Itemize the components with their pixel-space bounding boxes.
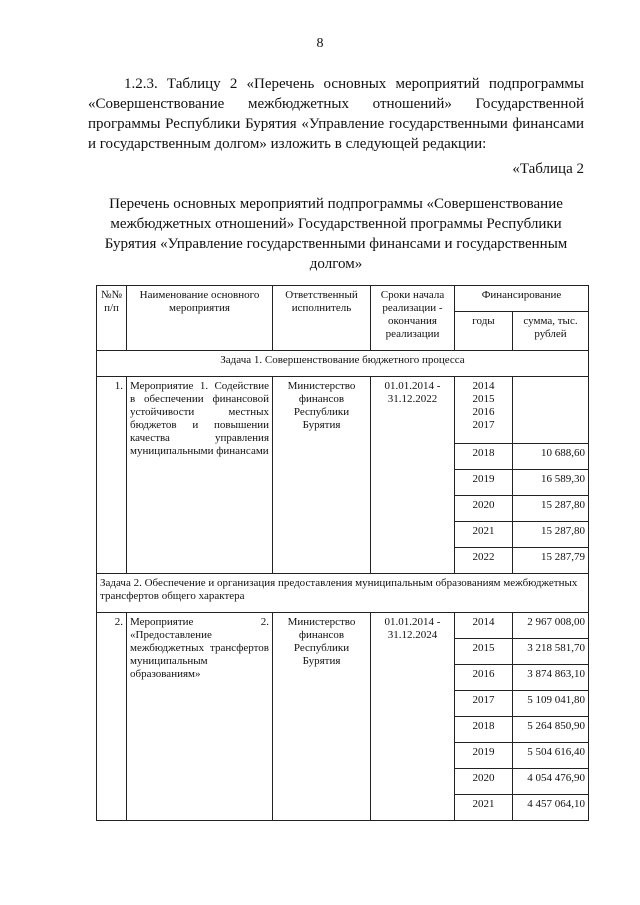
year-cell: 2018 [455,444,513,470]
sum-cell: 15 287,80 [513,496,589,522]
sum-cell: 5 109 041,80 [513,691,589,717]
sum-cell: 3 874 863,10 [513,665,589,691]
page-number: 8 [316,36,324,51]
header-years: годы [455,312,513,351]
header-num: №№ п/п [97,286,127,351]
task-1-responsible: Министерство финансов Республики Бурятия [273,377,371,574]
sum-cell: 2 967 008,00 [513,613,589,639]
year-cell: 2020 [455,496,513,522]
header-period: Сроки начала реализации - окончания реализации [371,286,455,351]
year-cell: 2016 [455,665,513,691]
sum-cell: 15 287,79 [513,548,589,574]
year-cell: 2019 [455,470,513,496]
header-financing: Финансирование [455,286,589,312]
year-cell: 2014 [455,613,513,639]
year-cell: 2020 [455,769,513,795]
sum-cell: 15 287,80 [513,522,589,548]
year-cell: 2015 [455,639,513,665]
task-2-name: Мероприятие 2. «Предоставление межбюджетных трансфертов муниципальным образованиям» [127,613,273,821]
task-1-title: Задача 1. Совершенствование бюджетного процесса [97,351,589,377]
sum-cell: 5 504 616,40 [513,743,589,769]
sum-cell: 16 589,30 [513,470,589,496]
task-2-responsible: Министерство финансов Республики Бурятия [273,613,371,821]
table-row [97,613,589,639]
task-1-sum-empty [513,377,589,444]
task-2-num: 2. [97,613,127,821]
sum-cell: 10 688,60 [513,444,589,470]
header-responsible: Ответственный исполнитель [273,286,371,351]
year-cell: 2022 [455,548,513,574]
intro-paragraph: 1.2.3. Таблицу 2 «Перечень основных мероприятий подпрограммы «Совершенствование межбюджетных отношений» Государственной программы Республики Бурятия «Управление государственными финансами и государственным долгом» изложить в следующей редакции: [88,76,584,152]
activities-table [96,285,589,821]
task-2-title: Задача 2. Обеспечение и организация предоставления муниципальным образованиям межбюджетных трансфертов общего характера [97,574,589,613]
sum-cell: 4 054 476,90 [513,769,589,795]
header-name: Наименование основного мероприятия [127,286,273,351]
year-cell: 2018 [455,717,513,743]
task-1-years-group: 2014 2015 2016 2017 [455,377,513,444]
task-row [97,574,589,613]
task-1-period: 01.01.2014 - 31.12.2022 [371,377,455,574]
table-row [97,377,589,444]
year-cell: 2019 [455,743,513,769]
task-1-name: Мероприятие 1. Содействие в обеспечении финансовой устойчивости местных бюджетов и повышении качества управления муниципальными финансами [127,377,273,574]
table-reference: «Таблица 2 [512,161,584,177]
table-header-row [97,286,589,312]
task-2-period: 01.01.2014 - 31.12.2024 [371,613,455,821]
year-cell: 2021 [455,795,513,821]
year-cell: 2021 [455,522,513,548]
table-title: Перечень основных мероприятий подпрограммы «Совершенствование межбюджетных отношений» Государственной программы Республики Бурятия «Управление государственными финансами и государственным долгом» [104,196,568,272]
year-cell: 2017 [455,691,513,717]
sum-cell: 4 457 064,10 [513,795,589,821]
header-sum: сумма, тыс. рублей [513,312,589,351]
sum-cell: 5 264 850,90 [513,717,589,743]
sum-cell: 3 218 581,70 [513,639,589,665]
task-1-num: 1. [97,377,127,574]
task-row [97,351,589,377]
